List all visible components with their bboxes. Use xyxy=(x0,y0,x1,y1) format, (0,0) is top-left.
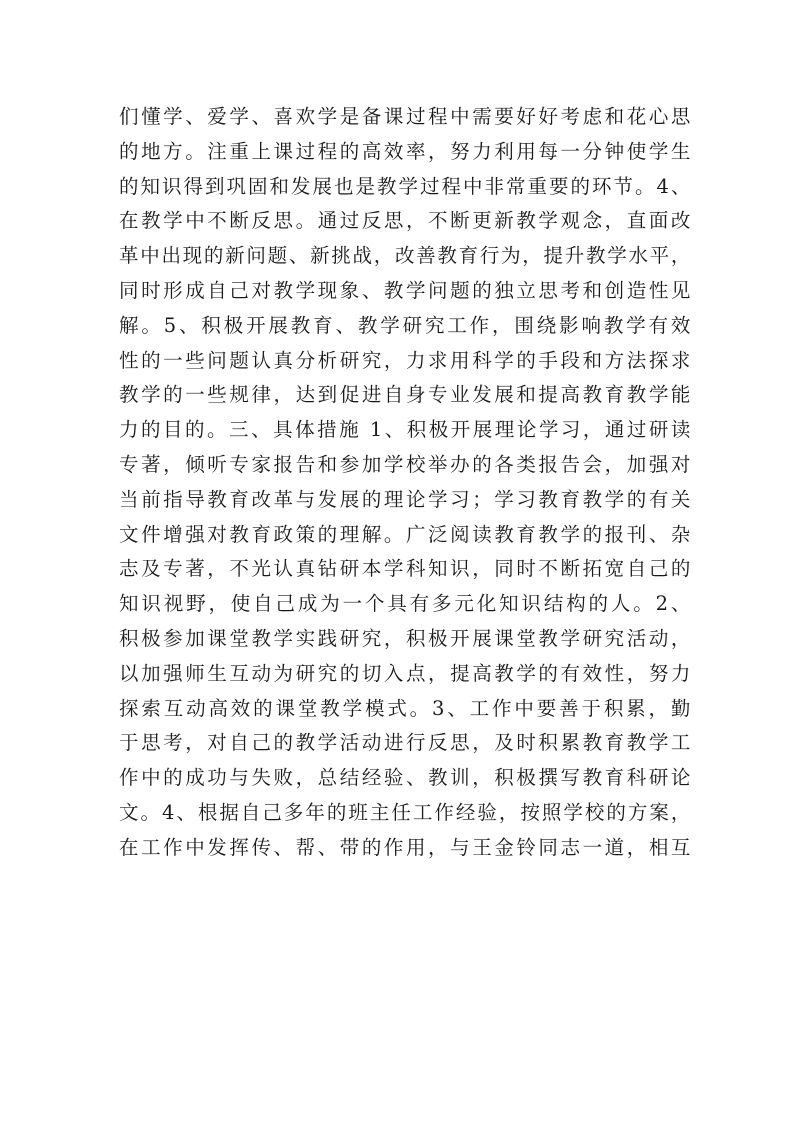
body-text xyxy=(119,100,691,866)
text-line-6: 同时形成自己对教学现象、教学问题的独立思考和创造性见 xyxy=(119,278,691,302)
text-line-14: 志及专著，不光认真钻研本学科知识，同时不断拓宽自己的 xyxy=(119,557,691,581)
text-line-12: 当前指导教育改革与发展的理论学习；学习教育教学的有关 xyxy=(119,487,691,511)
text-line-15: 知识视野，使自己成为一个具有多元化知识结构的人。2、 xyxy=(119,592,691,616)
text-line-4: 在教学中不断反思。通过反思，不断更新教学观念，直面改 xyxy=(119,209,691,233)
text-line-16: 积极参加课堂教学实践研究，积极开展课堂教学研究活动， xyxy=(119,626,691,650)
text-line-22: 在工作中发挥传、帮、带的作用，与王金铃同志一道，相互 xyxy=(119,835,691,859)
text-line-17: 以加强师生互动为研究的切入点，提高教学的有效性，努力 xyxy=(119,661,691,685)
text-line-21: 文。4、根据自己多年的班主任工作经验，按照学校的方案， xyxy=(119,800,691,824)
text-line-2: 的地方。注重上课过程的高效率，努力利用每一分钟使学生 xyxy=(119,139,691,163)
text-line-13: 文件增强对教育政策的理解。广泛阅读教育教学的报刊、杂 xyxy=(119,522,691,546)
text-line-20: 作中的成功与失败，总结经验、教训，积极撰写教育科研论 xyxy=(119,766,691,790)
text-line-19: 于思考，对自己的教学活动进行反思，及时积累教育教学工 xyxy=(119,731,691,755)
text-line-3: 的知识得到巩固和发展也是教学过程中非常重要的环节。4、 xyxy=(119,174,691,198)
text-line-18: 探索互动高效的课堂教学模式。3、工作中要善于积累，勤 xyxy=(119,696,691,720)
text-line-8: 性的一些问题认真分析研究，力求用科学的手段和方法探求 xyxy=(119,348,691,372)
text-line-11: 专著，倾听专家报告和参加学校举办的各类报告会，加强对 xyxy=(119,452,691,476)
text-line-1: 们懂学、爱学、喜欢学是备课过程中需要好好考虑和花心思 xyxy=(119,105,691,128)
text-line-9: 教学的一些规律，达到促进自身专业发展和提高教育教学能 xyxy=(119,383,691,407)
text-line-7: 解。5、积极开展教育、教学研究工作，围绕影响教学有效 xyxy=(119,313,691,337)
text-line-5: 革中出现的新问题、新挑战，改善教育行为，提升教学水平， xyxy=(119,244,691,268)
text-line-10: 力的目的。三、具体措施 1、积极开展理论学习，通过研读 xyxy=(119,418,691,442)
